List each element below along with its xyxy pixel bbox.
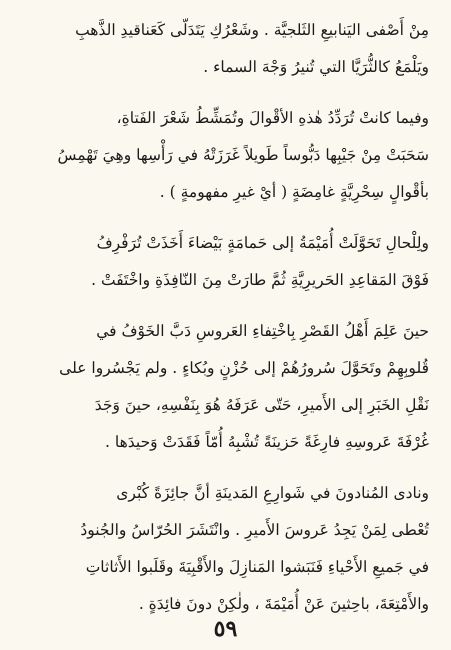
- text-line: نَقْلِ الخَبَرِ إلى الأَميرِ، حَتّى عَرَفَهُ هُوَ بِنَفْسِهِ، حينَ وَجَدَ: [94, 396, 429, 414]
- text-line: تُعْطى لِمَنْ يَجِدُ عَروسَ الأَميرِ . وانْتَشَرَ الحُرّاسُ والجُنودُ: [80, 521, 429, 539]
- text-line: بأقْوالٍ سِحْرِيَّةٍ غامِضَةٍ ( أيْ غيرِ مفهومةٍ ) .: [159, 183, 429, 201]
- text-line: مِنْ أَصْفى اليَنابيعِ الثَلجيَّة . وشَعْرُكِ يَتَدَلّى كَعَناقيدِ الذَّهبِ: [75, 21, 429, 39]
- text-line: ونادى المُنادونَ في شَوارِعِ المَدينَةِ أنَّ جائِزَةً كُبْرى: [116, 484, 429, 502]
- page-number: ٥٩: [213, 616, 238, 642]
- text-line: وفيما كانتْ تُرَدِّدُ هٰذهِ الأقْوالَ وتُمَشِّطُ شَعْرَ الفَتاةِ،: [116, 109, 429, 127]
- paragraph-1: [18, 12, 429, 86]
- text-line: حينَ عَلِمَ أَهْلُ القَصْرِ بِاخْتِفاءِ العَروسِ دَبَّ الخَوْفُ في: [96, 322, 429, 340]
- text-line: في جَميعِ الأَحْياءِ فَنَبَشوا المَنازِلَ والأَقْبِيَةَ وقَلَبوا الأَثاثاتِ: [85, 558, 429, 576]
- paragraph-2: [18, 100, 429, 211]
- paragraph-5: [18, 475, 429, 623]
- paragraph-4: [18, 313, 429, 461]
- paragraph-3: [18, 225, 429, 299]
- text-line: فَوْقَ المَقاعِدِ الحَريرِيَّةِ ثُمَّ طارَتْ مِنَ النّافِذَةِ واخْتَفَتْ .: [91, 271, 429, 289]
- text-line: ويَلْمَعُ كالثُّرَيَّا التي تُنيرُ وَجْهَ السماء .: [203, 58, 429, 76]
- text-line: ولِلْحالِ تَحَوَّلَتْ أُمَيْمَةُ إلى حَمامَةٍ بَيْضاءَ أَخَذَتْ تُرَفْرِفُ: [96, 234, 429, 252]
- text-line: غُرْفَةَ عَروسِهِ فارِغَةً حَزينَةً تُشْبِهُ أُمّاً فَقَدَتْ وَحيدَها .: [105, 433, 429, 451]
- text-line: سَحَبَتْ مِنْ جَيْبِها دَبُّوساً طَويلاً غَرَزَتْهُ في رَأْسِها وهِيَ تَهْمِسُ: [57, 146, 429, 164]
- text-line: قُلوبِهِمْ وتَحَوَّلَ سُرورُهُمْ إلى حُزْنٍ وبُكاءٍ . ولم يَجْسُروا على: [59, 359, 429, 377]
- text-line: والأَمْتِعَةَ، باحِثينَ عَنْ أُمَيْمَةَ ، ولٰكِنْ دونَ فائِدَةٍ .: [138, 595, 429, 613]
